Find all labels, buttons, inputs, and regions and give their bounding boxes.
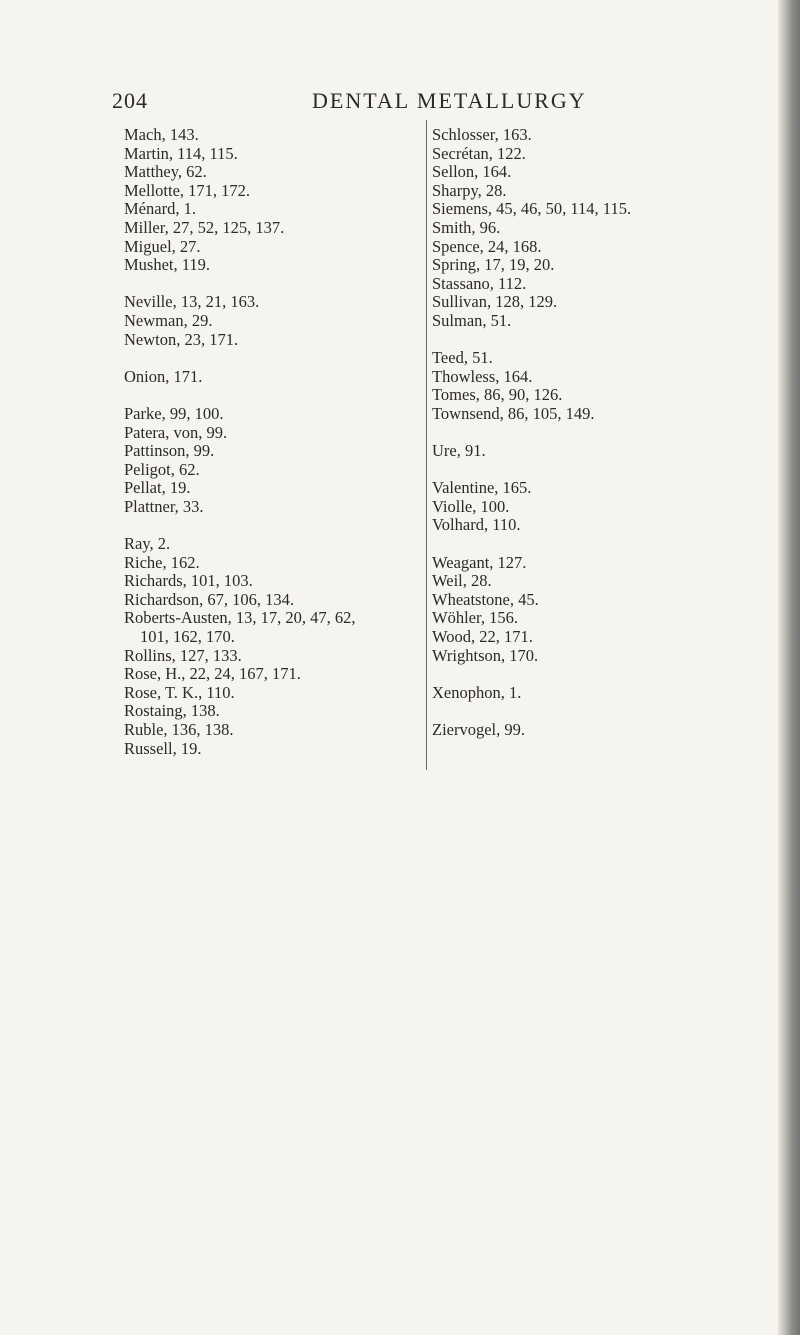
- index-entry: [124, 461, 424, 480]
- index-entry-text: Spence, 24, 168.: [432, 236, 542, 256]
- index-entry-text: Smith, 96.: [432, 217, 501, 237]
- index-entry-text: Miller, 27, 52, 125, 137.: [124, 217, 285, 237]
- index-entry: [432, 572, 792, 591]
- index-entry-text: Richardson, 67, 106, 134.: [124, 589, 295, 609]
- index-entry-text: Valentine, 165.: [432, 478, 532, 498]
- index-entry: [124, 200, 424, 219]
- index-entry: [432, 609, 792, 628]
- index-entry-text: Newman, 29.: [124, 310, 213, 330]
- index-entry: [124, 498, 424, 517]
- index-entry: [432, 275, 792, 294]
- index-entry-text: Thowless, 164.: [432, 366, 533, 386]
- index-entry: [432, 349, 792, 368]
- index-entry-text: Violle, 100.: [432, 496, 510, 516]
- index-entry: [124, 554, 424, 573]
- letter-group-gap: [432, 702, 792, 721]
- index-entry: [124, 479, 424, 498]
- index-entry-text: Pattinson, 99.: [124, 441, 215, 461]
- index-entry: [432, 219, 792, 238]
- index-entry: [124, 684, 424, 703]
- letter-group-gap: [124, 275, 424, 294]
- index-entry: [432, 628, 792, 647]
- index-entry: [124, 405, 424, 424]
- index-entry: [124, 293, 424, 312]
- index-entry-text: Townsend, 86, 105, 149.: [432, 403, 595, 423]
- letter-group-gap: [432, 535, 792, 554]
- index-entry: [124, 740, 424, 759]
- index-entry: [124, 721, 424, 740]
- index-entry-text: Ruble, 136, 138.: [124, 720, 234, 739]
- index-entry-text: Rose, H., 22, 24, 167, 171.: [124, 664, 301, 684]
- index-entry: [124, 256, 424, 275]
- index-entry-text: Secrétan, 122.: [432, 143, 526, 163]
- index-entry-text: Newton, 23, 171.: [124, 329, 239, 349]
- index-entry-text: Wöhler, 156.: [432, 608, 518, 628]
- index-entry: [432, 238, 792, 257]
- index-entry: [124, 591, 424, 610]
- index-entry-text: Rollins, 127, 133.: [124, 645, 242, 665]
- index-entry-text: Peligot, 62.: [124, 459, 200, 479]
- index-entry-text: Mellotte, 171, 172.: [124, 180, 251, 200]
- index-entry: [432, 554, 792, 573]
- index-entry-text: Plattner, 33.: [124, 496, 204, 516]
- column-divider: [426, 120, 427, 770]
- index-entry: [124, 665, 424, 684]
- index-entry-text: Wheatstone, 45.: [432, 589, 539, 609]
- index-entry: [432, 182, 792, 201]
- index-entry-text: Roberts-Austen, 13, 17, 20, 47, 62,: [124, 608, 356, 628]
- letter-group-gap: [124, 349, 424, 368]
- index-entry: [432, 200, 792, 219]
- index-entry-text: Mach, 143.: [124, 125, 199, 144]
- index-entry-text: Parke, 99, 100.: [124, 403, 224, 423]
- index-entry: [124, 535, 424, 554]
- index-entry: [432, 368, 792, 387]
- index-entry-text: Riche, 162.: [124, 552, 200, 572]
- index-entry-text: Rostaing, 138.: [124, 701, 220, 721]
- index-entry: [432, 591, 792, 610]
- index-entry: [124, 572, 424, 591]
- index-entry-text: Xenophon, 1.: [432, 682, 522, 702]
- letter-group-gap: [432, 665, 792, 684]
- index-entry: [432, 442, 792, 461]
- index-entry: [124, 126, 424, 145]
- index-entry-text: Siemens, 45, 46, 50, 114, 115.: [432, 199, 632, 219]
- index-entry-text: Miguel, 27.: [124, 236, 201, 256]
- index-entry: [124, 331, 424, 350]
- page-header: [0, 88, 800, 118]
- index-entry: [432, 405, 792, 424]
- index-entry-text: Neville, 13, 21, 163.: [124, 292, 260, 312]
- index-entry: [432, 516, 792, 535]
- index-entry-text: Spring, 17, 19, 20.: [432, 255, 555, 275]
- index-entry: [432, 386, 792, 405]
- index-entry-text: Ure, 91.: [432, 441, 486, 461]
- index-entry-text: Tomes, 86, 90, 126.: [432, 385, 563, 405]
- index-entry-text: Volhard, 110.: [432, 515, 521, 535]
- index-entry: [432, 126, 792, 145]
- index-entry: [124, 702, 424, 721]
- index-entry: [432, 479, 792, 498]
- index-entry: [432, 684, 792, 703]
- index-entry: [124, 442, 424, 461]
- index-column-right: [432, 126, 792, 740]
- index-entry-text: Schlosser, 163.: [432, 125, 532, 144]
- index-entry-text: Weagant, 127.: [432, 552, 527, 572]
- index-entry-text: Matthey, 62.: [124, 162, 207, 182]
- index-entry: [124, 368, 424, 387]
- index-entry-text: Weil, 28.: [432, 571, 492, 591]
- index-entry: [124, 609, 424, 646]
- index-entry-text: Patera, von, 99.: [124, 422, 228, 442]
- letter-group-gap: [124, 516, 424, 535]
- letter-group-gap: [124, 386, 424, 405]
- index-column-left: [124, 126, 424, 758]
- index-entry-text: Teed, 51.: [432, 348, 493, 368]
- index-entry-continuation: 101, 162, 170.: [140, 627, 235, 647]
- index-entry-text: Russell, 19.: [124, 738, 202, 758]
- index-entry-text: Onion, 171.: [124, 366, 203, 386]
- index-entry-text: Ziervogel, 99.: [432, 720, 526, 739]
- index-entry: [432, 163, 792, 182]
- index-entry: [432, 293, 792, 312]
- index-entry: [124, 182, 424, 201]
- index-entry: [124, 238, 424, 257]
- index-entry-text: Sullivan, 128, 129.: [432, 292, 558, 312]
- index-entry-text: Rose, T. K., 110.: [124, 682, 235, 702]
- index-entry: [432, 647, 792, 666]
- index-entry: [124, 219, 424, 238]
- letter-group-gap: [432, 331, 792, 350]
- index-entry: [124, 145, 424, 164]
- index-entry: [432, 256, 792, 275]
- index-entry-text: Sellon, 164.: [432, 162, 512, 182]
- index-entry-text: Ray, 2.: [124, 534, 171, 554]
- index-entry-text: Pellat, 19.: [124, 478, 191, 498]
- index-entry-text: Sharpy, 28.: [432, 180, 507, 200]
- index-entry-text: Martin, 114, 115.: [124, 143, 238, 163]
- index-entry: [432, 498, 792, 517]
- index-entry-text: Mushet, 119.: [124, 255, 211, 275]
- index-entry: [432, 312, 792, 331]
- index-entry: [432, 145, 792, 164]
- index-entry: [124, 424, 424, 443]
- index-entry: [124, 647, 424, 666]
- index-entry-text: Sulman, 51.: [432, 310, 512, 330]
- index-entry-text: Stassano, 112.: [432, 273, 527, 293]
- index-entry: [124, 163, 424, 182]
- index-entry-text: Richards, 101, 103.: [124, 571, 253, 591]
- page-number: 204: [112, 88, 148, 113]
- letter-group-gap: [432, 424, 792, 443]
- index-entry-text: Wrightson, 170.: [432, 645, 539, 665]
- index-entry-text: Ménard, 1.: [124, 199, 196, 219]
- letter-group-gap: [432, 461, 792, 480]
- running-title: DENTAL METALLURGY: [312, 88, 587, 113]
- index-entry-text: Wood, 22, 171.: [432, 627, 533, 647]
- index-entry: [124, 312, 424, 331]
- index-entry: [432, 721, 792, 740]
